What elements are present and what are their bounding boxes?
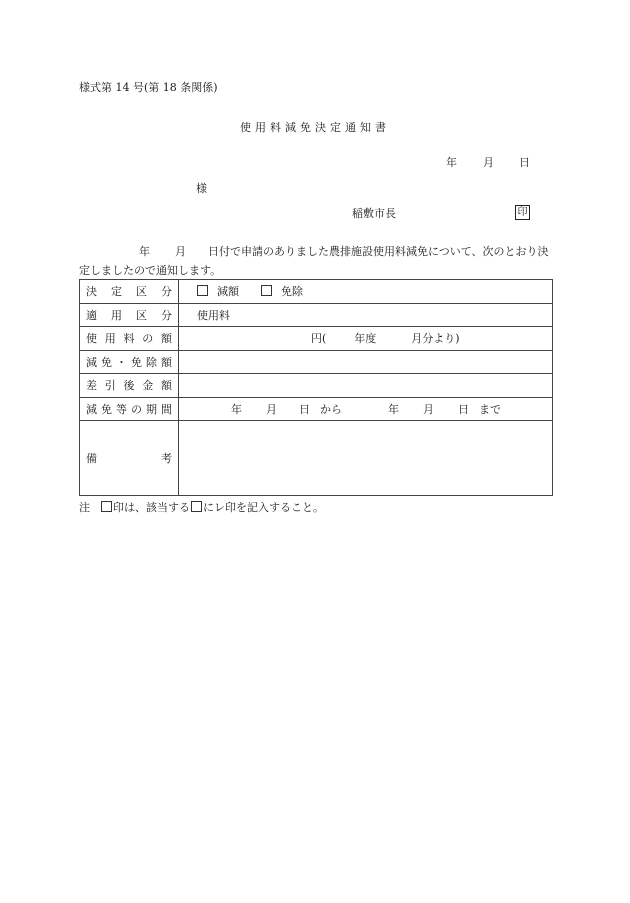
label-category: 決 定 区 分 [80,280,179,304]
reduction-amount-field[interactable] [179,350,553,374]
table-row [80,327,553,351]
seal-mark: 印 [515,205,530,220]
period-field[interactable]: 年 月 日 から 年 月 日 まで [179,397,553,421]
remarks-field[interactable] [179,421,553,496]
checkbox-symbol [191,501,202,512]
table-row [80,374,553,398]
month-from-label: 月分より) [411,332,460,346]
label-net-amount: 差 引 後 金 額 [80,374,179,398]
addressee: 様 [196,182,207,195]
table-row [80,280,553,304]
decision-table [79,279,553,496]
table-row [80,421,553,496]
note-text-b: にレ印を記入すること。 [203,501,324,514]
date-month: 月 [483,156,494,169]
form-number: 様式第 14 号(第 18 条関係) [79,81,218,94]
issue-date [446,157,530,168]
table-row [80,397,553,421]
note-text-a: 印は、該当する [113,501,190,514]
label-reduction-amount: 減 免 ・ 免 除 額 [80,350,179,374]
document-title: 使用料減免決定通知書 [240,121,390,134]
body-month: 月 [175,245,186,258]
option-reduce-label: 減額 [217,285,239,299]
yen-label: 円( [311,332,327,346]
date-year: 年 [446,156,457,169]
table-row [80,350,553,374]
option-exempt-label: 免除 [281,285,303,299]
checkbox-reduce[interactable] [197,285,208,296]
checkbox-exempt[interactable] [261,285,272,296]
footnote [79,501,324,513]
label-remarks: 備 考 [80,421,179,496]
date-day: 日 [519,156,530,169]
fee-amount-field[interactable] [179,327,553,351]
checkbox-symbol [101,501,112,512]
body-paragraph [79,242,553,280]
body-year: 年 [139,245,150,258]
applicable-value: 使用料 [179,303,553,327]
net-amount-field[interactable] [179,374,553,398]
label-fee-amount: 使 用 料 の 額 [80,327,179,351]
table-row [80,303,553,327]
issuer-name: 稲敷市長 [352,207,396,220]
fiscal-year-label: 年度 [354,332,377,346]
note-prefix: 注 [79,501,90,514]
label-applicable: 適 用 区 分 [80,303,179,327]
label-period: 減 免 等 の 期 間 [80,397,179,421]
category-options [179,280,553,304]
body-text: 日付で申請のありました農排施設使用料減免について、次のとおり決定しましたので通知します。 [79,245,549,277]
